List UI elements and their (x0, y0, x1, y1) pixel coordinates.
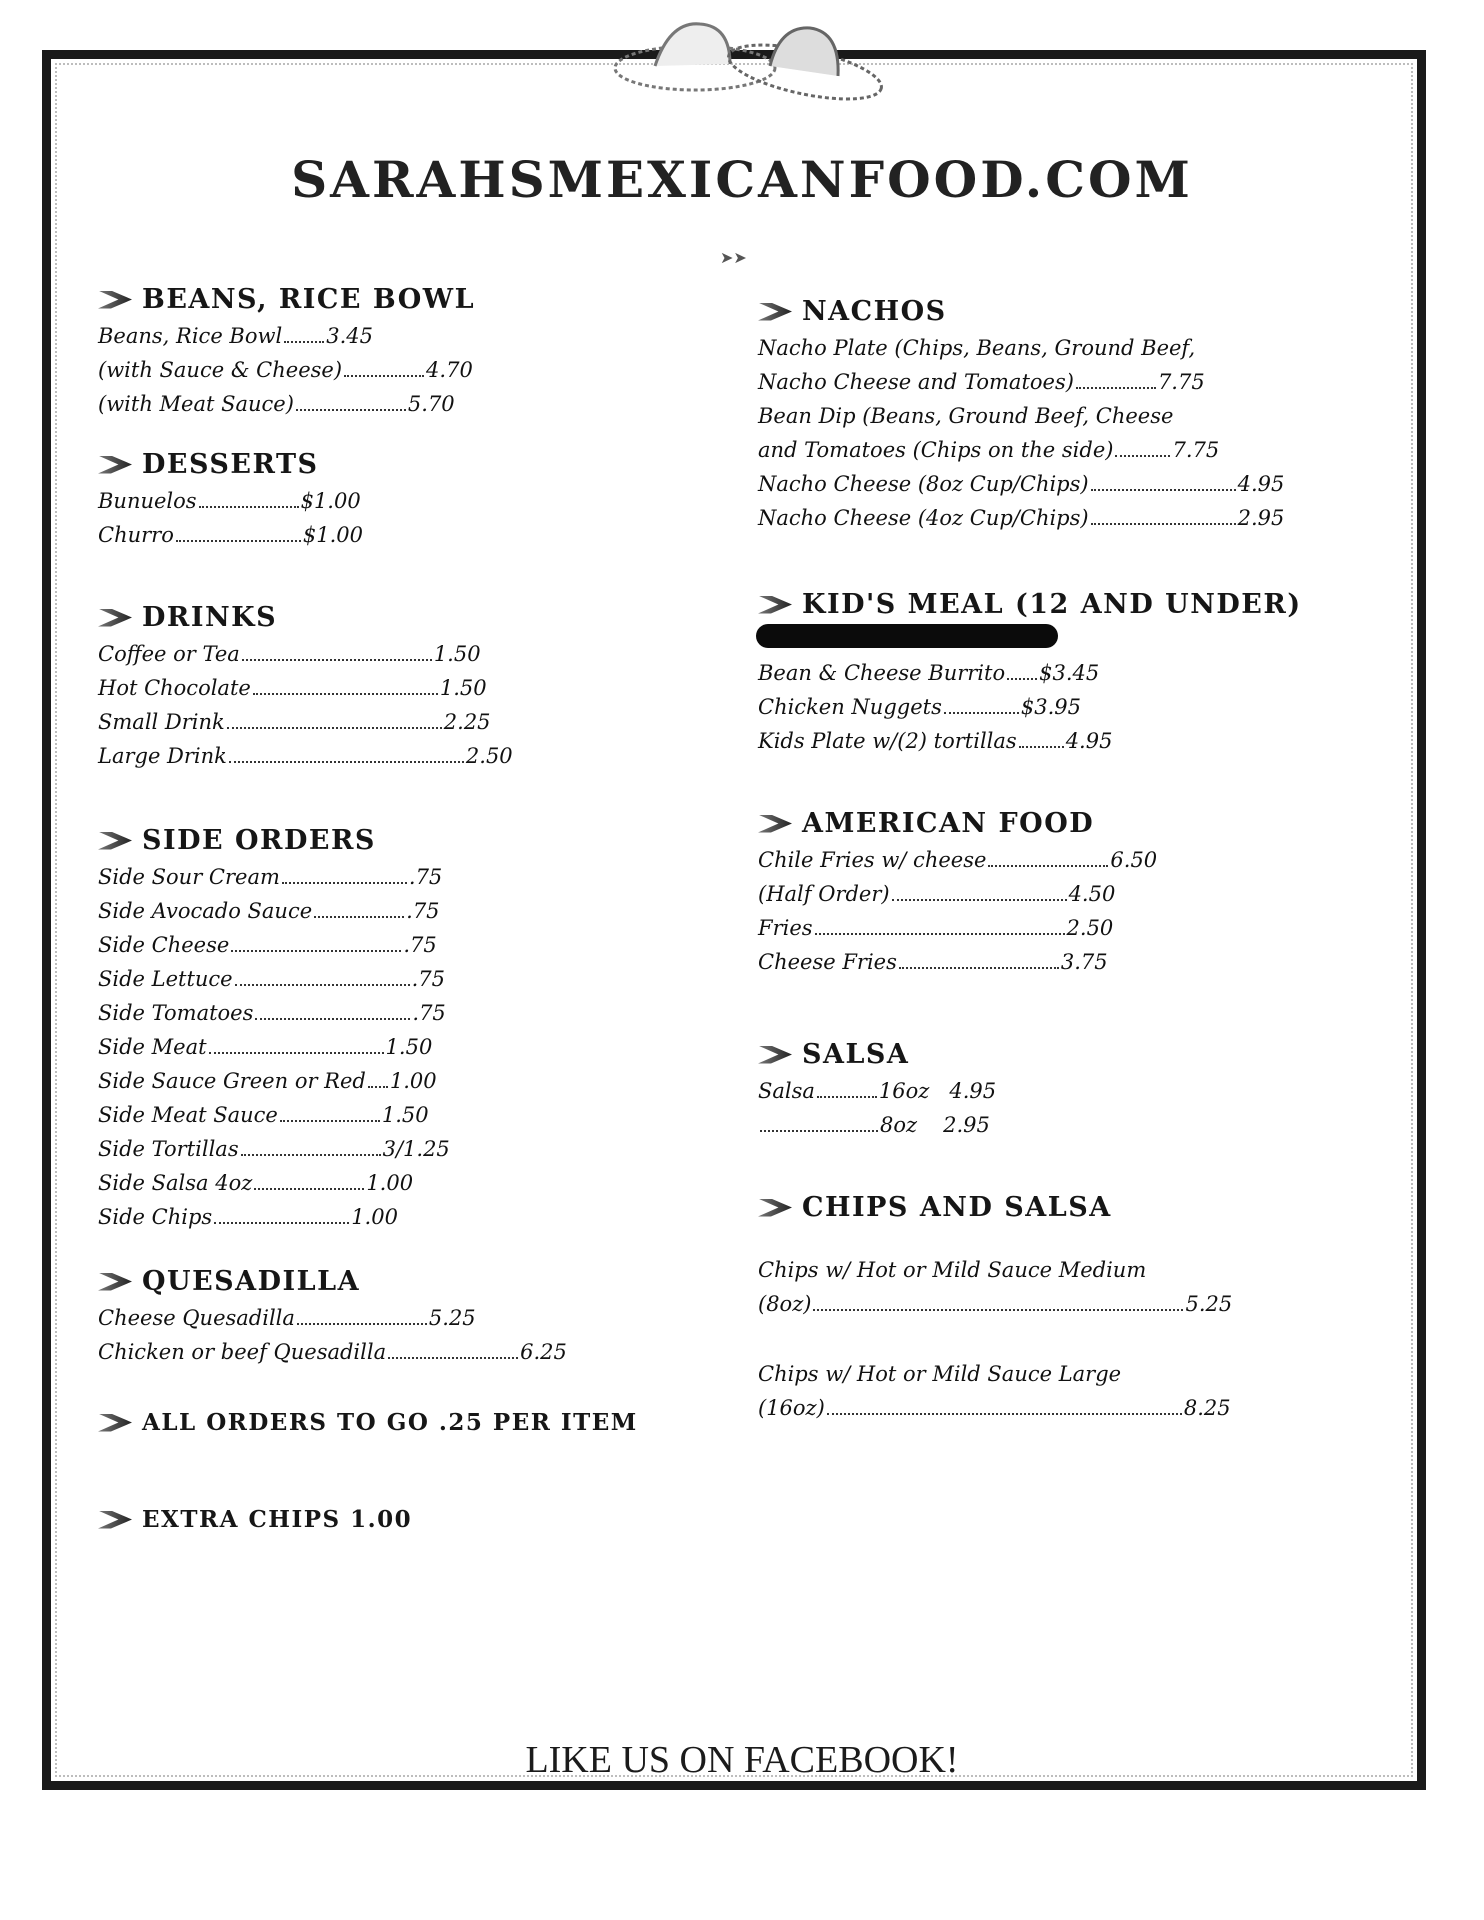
menu-item: Kids Plate w/(2) tortillas 4.95 (758, 724, 1378, 758)
menu-item: and Tomatoes (Chips on the side) 7.75 (758, 433, 1378, 467)
menu-item: Cheese Quesadilla 5.25 (98, 1301, 718, 1335)
menu-item: (with Sauce & Cheese) 4.70 (98, 353, 718, 387)
arrow-icon (758, 596, 792, 614)
arrow-icon (98, 1273, 132, 1291)
menu-item: Side Avocado Sauce .75 (98, 894, 718, 928)
section-title: QUESADILLA (142, 1266, 361, 1297)
arrow-icon (758, 1199, 792, 1217)
menu-item-line: Bean Dip (Beans, Ground Beef, Cheese (758, 404, 1174, 428)
redaction-mark (756, 624, 1058, 648)
menu-item: (Half Order) 4.50 (758, 877, 1378, 911)
menu-item: Cheese Fries 3.75 (758, 945, 1378, 979)
arrow-icon (98, 1511, 132, 1529)
menu-item: Chile Fries w/ cheese 6.50 (758, 843, 1378, 877)
section-american-food (758, 808, 1378, 979)
arrow-icon (98, 609, 132, 627)
arrow-icon (758, 1046, 792, 1064)
section-kids-meal (758, 589, 1378, 758)
menu-item: Side Tortillas 3/1.25 (98, 1132, 718, 1166)
menu-item: Side Meat Sauce 1.50 (98, 1098, 718, 1132)
menu-item-line: Chips w/ Hot or Mild Sauce Large (758, 1362, 1122, 1386)
menu-item: (8oz) 5.25 (758, 1287, 1378, 1321)
menu-item: Nacho Cheese (8oz Cup/Chips) 4.95 (758, 467, 1378, 501)
section-title: DESSERTS (142, 449, 319, 480)
menu-item: Side Sauce Green or Red 1.00 (98, 1064, 718, 1098)
section-title: SALSA (802, 1039, 910, 1070)
menu-item: Side Chips 1.00 (98, 1200, 718, 1234)
section-nachos (758, 296, 1378, 535)
menu-item: Beans, Rice Bowl 3.45 (98, 319, 718, 353)
section-title: CHIPS AND SALSA (802, 1192, 1112, 1223)
section-drinks (98, 602, 718, 773)
menu-item: Bean & Cheese Burrito $3.45 (758, 656, 1378, 690)
menu-item-line: Chips w/ Hot or Mild Sauce Medium (758, 1258, 1147, 1282)
sombrero-icon (600, 6, 890, 116)
left-column (98, 284, 718, 1537)
section-title: BEANS, RICE BOWL (142, 284, 476, 315)
menu-item: Churro $1.00 (98, 518, 718, 552)
menu-item: (with Meat Sauce) 5.70 (98, 387, 718, 421)
arrow-icon (758, 303, 792, 321)
extra-chips-note: EXTRA CHIPS 1.00 (98, 1506, 718, 1533)
menu-item: Nacho Cheese and Tomatoes) 7.75 (758, 365, 1378, 399)
menu-item: 8oz 2.95 (758, 1108, 1378, 1142)
menu-item: Chicken Nuggets $3.95 (758, 690, 1378, 724)
section-title: NACHOS (802, 296, 947, 327)
menu-item: Side Salsa 4oz 1.00 (98, 1166, 718, 1200)
menu-item: Fries 2.50 (758, 911, 1378, 945)
arrow-icon (98, 832, 132, 850)
menu-item: Bunuelos $1.00 (98, 484, 718, 518)
section-title: AMERICAN FOOD (802, 808, 1095, 839)
section-title: KID'S MEAL (12 AND UNDER) (802, 589, 1302, 620)
menu-item: Side Sour Cream .75 (98, 860, 718, 894)
section-beans-rice-bowl (98, 284, 718, 421)
section-title: DRINKS (142, 602, 278, 633)
menu-item: Small Drink 2.25 (98, 705, 718, 739)
section-title: SIDE ORDERS (142, 825, 376, 856)
section-quesadilla (98, 1266, 718, 1369)
menu-item: Side Lettuce .75 (98, 962, 718, 996)
arrow-icon (98, 456, 132, 474)
menu-item: Hot Chocolate 1.50 (98, 671, 718, 705)
arrow-icon (98, 1414, 132, 1432)
facebook-callout: LIKE US ON FACEBOOK! (525, 1739, 959, 1781)
to-go-note: ALL ORDERS TO GO .25 PER ITEM (98, 1409, 718, 1436)
menu-item: Coffee or Tea 1.50 (98, 637, 718, 671)
section-desserts (98, 449, 718, 552)
right-column (758, 296, 1378, 1425)
section-salsa (758, 1039, 1378, 1142)
divider-arrow-icon: ➤➤ (720, 248, 747, 267)
menu-item: Side Meat 1.50 (98, 1030, 718, 1064)
menu-item: Chicken or beef Quesadilla 6.25 (98, 1335, 718, 1369)
site-title: SARAHSMEXICANFOOD.COM (291, 150, 1193, 209)
section-chips-and-salsa (758, 1192, 1378, 1425)
menu-item: Side Tomatoes .75 (98, 996, 718, 1030)
menu-item: Side Cheese .75 (98, 928, 718, 962)
arrow-icon (758, 815, 792, 833)
section-side-orders (98, 825, 718, 1234)
menu-item-line: Nacho Plate (Chips, Beans, Ground Beef, (758, 336, 1196, 360)
menu-item: Nacho Cheese (4oz Cup/Chips) 2.95 (758, 501, 1378, 535)
arrow-icon (98, 291, 132, 309)
menu-item: (16oz) 8.25 (758, 1391, 1378, 1425)
menu-item: Salsa 16oz 4.95 (758, 1074, 1378, 1108)
menu-item: Large Drink 2.50 (98, 739, 718, 773)
